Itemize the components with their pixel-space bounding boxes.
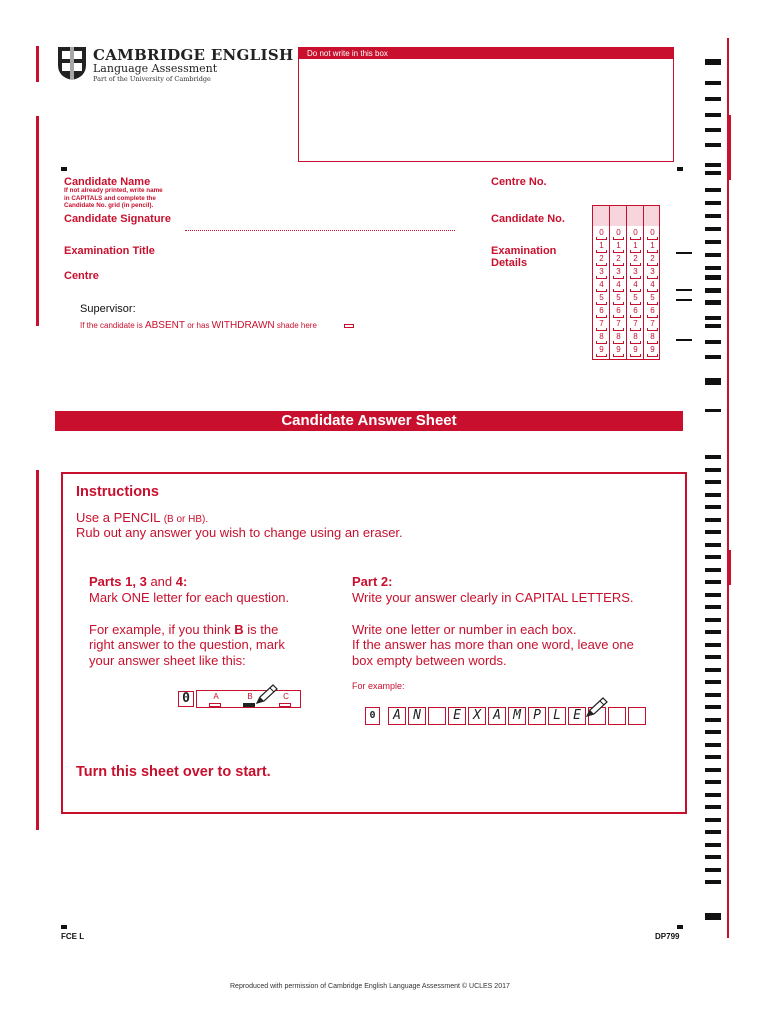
brand-subtitle: Language Assessment xyxy=(93,62,218,75)
timing-mark xyxy=(705,171,721,175)
grid-digit-lozenge[interactable] xyxy=(646,254,659,266)
grid-digit-label: 6 xyxy=(616,306,621,315)
grid-digit-lozenge[interactable] xyxy=(646,306,659,318)
grid-digit-lozenge[interactable] xyxy=(646,267,659,279)
mc-example-number: 0 xyxy=(178,691,194,707)
grid-digit-mark xyxy=(647,302,658,305)
spelling-letter-box[interactable]: M xyxy=(508,707,526,725)
centre-label: Centre xyxy=(64,270,99,282)
grid-digit-mark xyxy=(630,263,641,266)
grid-digit-mark xyxy=(613,354,624,357)
grid-digit-lozenge[interactable] xyxy=(612,345,625,357)
timing-mark xyxy=(705,355,721,359)
left-edge-mark-3 xyxy=(36,470,39,830)
corner-mark xyxy=(677,167,683,171)
grid-digit-lozenge[interactable] xyxy=(612,306,625,318)
corner-mark xyxy=(677,925,683,929)
grid-digit-label: 8 xyxy=(633,332,638,341)
timing-mark xyxy=(705,378,721,385)
candidate-name-note xyxy=(64,187,163,210)
timing-mark xyxy=(705,618,721,622)
spelling-example-number: 0 xyxy=(365,707,380,725)
grid-digit-label: 3 xyxy=(650,267,655,276)
timing-mark xyxy=(705,768,721,772)
grid-digit-label: 4 xyxy=(633,280,638,289)
timing-mark xyxy=(705,730,721,734)
grid-digit-label: 9 xyxy=(616,345,621,354)
grid-digit-label: 9 xyxy=(633,345,638,354)
exam-details-line: Examination xyxy=(491,245,557,257)
grid-digit-mark xyxy=(596,250,607,253)
timing-mark xyxy=(705,163,721,167)
spelling-letter-box[interactable]: E xyxy=(568,707,586,725)
grid-digit-label: 2 xyxy=(599,254,604,263)
grid-digit-mark xyxy=(630,276,641,279)
grid-digit-mark xyxy=(630,237,641,240)
grid-digit-mark xyxy=(596,354,607,357)
example-text: is the xyxy=(247,622,279,637)
timing-mark xyxy=(705,409,721,412)
grid-digit-label: 5 xyxy=(650,293,655,302)
grid-digit-mark xyxy=(647,263,658,266)
grid-digit-mark xyxy=(596,328,607,331)
grid-digit-label: 9 xyxy=(650,345,655,354)
parts-colon: : xyxy=(183,574,188,589)
timing-mark xyxy=(705,880,721,884)
grid-digit-label: 9 xyxy=(599,345,604,354)
pencil-text: Use a PENCIL xyxy=(76,510,161,525)
grid-digit-label: 8 xyxy=(616,332,621,341)
example-line-3: your answer sheet like this: xyxy=(89,653,246,668)
grid-digit-mark xyxy=(647,276,658,279)
spelling-letter-box[interactable] xyxy=(608,707,626,725)
spelling-letter-box[interactable]: N xyxy=(408,707,426,725)
form-code-left: FCE L xyxy=(61,932,85,941)
candidate-name-label: Candidate Name xyxy=(64,176,151,188)
timing-mark xyxy=(705,868,721,872)
absent-text: shade here xyxy=(276,321,317,330)
grid-digit-lozenge[interactable] xyxy=(629,254,642,266)
timing-mark xyxy=(705,555,721,559)
note-line: in CAPITALS and complete the xyxy=(64,194,156,202)
grid-digit-lozenge[interactable] xyxy=(629,332,642,344)
timing-mark xyxy=(705,568,721,572)
timing-mark xyxy=(705,143,721,147)
grid-digit-mark xyxy=(613,315,624,318)
grid-digit-lozenge[interactable] xyxy=(646,280,659,292)
grid-digit-lozenge[interactable] xyxy=(646,319,659,331)
grid-digit-mark xyxy=(630,341,641,344)
timing-mark xyxy=(705,530,721,534)
grid-digit-label: 0 xyxy=(633,228,638,237)
spelling-letter-box[interactable]: L xyxy=(548,707,566,725)
grid-digit-label: 3 xyxy=(633,267,638,276)
timing-mark xyxy=(705,468,721,472)
timing-mark xyxy=(705,805,721,809)
timing-mark xyxy=(705,201,721,205)
timing-mark xyxy=(705,593,721,597)
grid-digit-lozenge[interactable] xyxy=(629,267,642,279)
grid-digit-label: 8 xyxy=(599,332,604,341)
brand-affiliation: Part of the University of Cambridge xyxy=(93,75,211,83)
grid-digit-lozenge[interactable] xyxy=(629,280,642,292)
timing-mark xyxy=(705,455,721,459)
grid-digit-mark xyxy=(613,289,624,292)
mc-option-label: A xyxy=(213,692,219,701)
grid-digit-label: 1 xyxy=(616,241,621,250)
timing-mark xyxy=(705,793,721,797)
timing-mark xyxy=(705,580,721,584)
grid-digit-mark xyxy=(647,341,658,344)
grid-digit-label: 7 xyxy=(633,319,638,328)
parts-134-instruction: Mark ONE letter for each question. xyxy=(89,590,290,605)
grid-digit-mark xyxy=(647,237,658,240)
grid-digit-label: 5 xyxy=(599,293,604,302)
grid-digit-mark xyxy=(647,250,658,253)
spelling-letter-box[interactable]: P xyxy=(528,707,546,725)
timing-mark xyxy=(705,275,721,280)
grid-digit-label: 0 xyxy=(599,228,604,237)
timing-mark xyxy=(705,316,721,320)
right-edge-mark-1 xyxy=(727,115,731,180)
signature-line[interactable] xyxy=(185,230,455,231)
grid-digit-lozenge[interactable] xyxy=(595,319,608,331)
grid-digit-lozenge[interactable] xyxy=(646,293,659,305)
timing-mark xyxy=(705,755,721,759)
examination-title-label: Examination Title xyxy=(64,245,155,257)
spelling-letter-box[interactable]: A xyxy=(488,707,506,725)
grid-digit-lozenge[interactable] xyxy=(612,293,625,305)
brand-name: CAMBRIDGE ENGLISH xyxy=(93,46,294,64)
turn-over-instruction: Turn this sheet over to start. xyxy=(76,764,271,780)
timing-mark xyxy=(705,240,721,244)
grid-digit-lozenge[interactable] xyxy=(629,228,642,240)
withdrawn-keyword: WITHDRAWN xyxy=(211,320,275,331)
mc-option-label: B xyxy=(247,692,253,701)
grid-digit-lozenge[interactable] xyxy=(646,332,659,344)
grid-digit-lozenge[interactable] xyxy=(629,241,642,253)
parts-label: 4 xyxy=(175,574,184,589)
grid-digit-mark xyxy=(596,289,607,292)
grid-digit-mark xyxy=(596,276,607,279)
mc-option-lozenge[interactable] xyxy=(209,703,221,707)
timing-mark xyxy=(705,493,721,497)
timing-mark xyxy=(705,505,721,509)
part2-instruction-2: Write one letter or number in each box. xyxy=(352,622,577,637)
timing-mark xyxy=(705,855,721,859)
mc-option-lozenge-filled[interactable] xyxy=(243,703,255,707)
spelling-letter-box[interactable] xyxy=(628,707,646,725)
grid-digit-label: 7 xyxy=(599,319,604,328)
candidate-number-grid xyxy=(592,205,660,360)
timing-mark xyxy=(705,630,721,634)
example-text: For example, if you think xyxy=(89,622,231,637)
timing-mark xyxy=(705,227,721,231)
parts-134-heading xyxy=(89,574,187,590)
grid-digit-label: 1 xyxy=(650,241,655,250)
grid-digit-label: 7 xyxy=(650,319,655,328)
instructions-title: Instructions xyxy=(76,484,159,500)
grid-digit-lozenge[interactable] xyxy=(595,228,608,240)
grid-digit-mark xyxy=(613,341,624,344)
grid-digit-lozenge[interactable] xyxy=(612,241,625,253)
grid-digit-lozenge[interactable] xyxy=(612,254,625,266)
grid-digit-lozenge[interactable] xyxy=(595,267,608,279)
grid-digit-lozenge[interactable] xyxy=(612,280,625,292)
mc-option-label: C xyxy=(283,692,289,701)
pencil-icon xyxy=(585,696,609,723)
spelling-letter-box[interactable] xyxy=(428,707,446,725)
examination-details-label xyxy=(491,245,556,269)
grid-digit-label: 7 xyxy=(616,319,621,328)
pencil-grade: (B or HB). xyxy=(163,514,209,525)
grid-digit-mark xyxy=(647,289,658,292)
example-line-2: right answer to the question, mark xyxy=(89,637,285,652)
timing-mark xyxy=(705,668,721,672)
grid-digit-label: 3 xyxy=(599,267,604,276)
absent-keyword: ABSENT xyxy=(144,320,185,331)
part2-heading xyxy=(352,574,392,590)
timing-dash xyxy=(676,289,692,291)
spelling-letter-box[interactable]: E xyxy=(448,707,466,725)
timing-mark xyxy=(705,214,721,218)
timing-dash xyxy=(676,252,692,254)
absent-instruction xyxy=(80,320,317,331)
grid-digit-mark xyxy=(647,328,658,331)
grid-digit-mark xyxy=(596,237,607,240)
grid-digit-label: 5 xyxy=(633,293,638,302)
grid-digit-mark xyxy=(596,341,607,344)
timing-mark xyxy=(705,518,721,522)
timing-mark xyxy=(705,693,721,697)
eraser-instruction: Rub out any answer you wish to change using an eraser. xyxy=(76,525,403,540)
supervisor-label: Supervisor: xyxy=(80,303,136,315)
candidate-no-label: Candidate No. xyxy=(491,213,565,225)
left-edge-mark-2 xyxy=(36,116,39,326)
grid-digit-lozenge[interactable] xyxy=(595,241,608,253)
grid-digit-label: 8 xyxy=(650,332,655,341)
mc-example-options xyxy=(196,690,301,708)
grid-digit-lozenge[interactable] xyxy=(629,306,642,318)
corner-mark xyxy=(61,167,67,171)
corner-mark xyxy=(61,925,67,929)
mc-option-lozenge[interactable] xyxy=(279,703,291,707)
form-code-right: DP799 xyxy=(655,932,680,941)
cambridge-crest-icon xyxy=(56,45,88,81)
spelling-letter-box[interactable]: A xyxy=(388,707,406,725)
timing-mark xyxy=(705,97,721,101)
timing-mark xyxy=(705,266,721,270)
right-edge-mark-2 xyxy=(727,550,731,585)
timing-mark xyxy=(705,480,721,484)
timing-mark xyxy=(705,780,721,784)
parts-and: and xyxy=(150,574,173,589)
grid-digit-lozenge[interactable] xyxy=(629,293,642,305)
grid-digit-mark xyxy=(647,315,658,318)
grid-digit-label: 4 xyxy=(650,280,655,289)
timing-mark xyxy=(705,705,721,709)
mc-option-c xyxy=(279,692,293,707)
grid-digit-mark xyxy=(596,302,607,305)
example-letter: B xyxy=(234,622,244,637)
part2-instruction-4: box empty between words. xyxy=(352,653,507,668)
grid-digit-lozenge[interactable] xyxy=(629,345,642,357)
part2-title: Part 2: xyxy=(352,574,393,589)
grid-digit-lozenge[interactable] xyxy=(595,280,608,292)
timing-mark xyxy=(705,300,721,305)
do-not-write-label: Do not write in this box xyxy=(299,48,673,59)
timing-mark xyxy=(705,81,721,85)
left-edge-mark-1 xyxy=(36,46,39,82)
grid-digit-mark xyxy=(613,250,624,253)
timing-mark xyxy=(705,743,721,747)
timing-mark xyxy=(705,680,721,684)
part2-instruction-1: Write your answer clearly in CAPITAL LETTERS. xyxy=(352,590,634,605)
example-line-1 xyxy=(89,622,278,638)
do-not-write-box xyxy=(298,47,674,162)
timing-mark xyxy=(705,288,721,293)
grid-digit-lozenge[interactable] xyxy=(612,228,625,240)
grid-digit-mark xyxy=(613,237,624,240)
grid-digit-label: 2 xyxy=(633,254,638,263)
timing-dash xyxy=(676,339,692,341)
spelling-letter-box[interactable]: X xyxy=(468,707,486,725)
grid-digit-mark xyxy=(613,276,624,279)
grid-digit-label: 4 xyxy=(616,280,621,289)
absent-shade-box[interactable] xyxy=(344,324,354,328)
timing-mark xyxy=(705,340,721,344)
for-example-label: For example: xyxy=(352,681,405,691)
grid-digit-label: 6 xyxy=(633,306,638,315)
grid-digit-lozenge[interactable] xyxy=(646,345,659,357)
exam-details-line: Details xyxy=(491,257,528,269)
timing-mark xyxy=(705,643,721,647)
grid-digit-mark xyxy=(613,263,624,266)
candidate-signature-label: Candidate Signature xyxy=(64,213,171,225)
grid-digit-lozenge[interactable] xyxy=(595,306,608,318)
grid-digit-lozenge[interactable] xyxy=(629,319,642,331)
timing-mark xyxy=(705,830,721,834)
part2-instruction-3: If the answer has more than one word, leave one xyxy=(352,637,634,652)
centre-no-label: Centre No. xyxy=(491,176,547,188)
absent-text: or has xyxy=(187,321,210,330)
timing-mark xyxy=(705,59,721,65)
mc-option-a xyxy=(209,692,223,707)
grid-digit-label: 6 xyxy=(599,306,604,315)
grid-digit-mark xyxy=(630,289,641,292)
answer-sheet-banner: Candidate Answer Sheet xyxy=(55,411,683,431)
grid-digit-label: 0 xyxy=(616,228,621,237)
grid-digit-mark xyxy=(630,250,641,253)
grid-digit-label: 2 xyxy=(650,254,655,263)
grid-digit-mark xyxy=(596,263,607,266)
grid-digit-lozenge[interactable] xyxy=(612,267,625,279)
timing-mark xyxy=(705,543,721,547)
grid-digit-lozenge[interactable] xyxy=(646,241,659,253)
note-line: If not already printed, write name xyxy=(64,187,163,194)
timing-mark xyxy=(705,913,721,920)
grid-digit-lozenge[interactable] xyxy=(595,254,608,266)
grid-digit-mark xyxy=(613,302,624,305)
grid-digit-lozenge[interactable] xyxy=(612,332,625,344)
grid-digit-label: 6 xyxy=(650,306,655,315)
grid-digit-mark xyxy=(630,315,641,318)
timing-mark xyxy=(705,843,721,847)
grid-digit-mark xyxy=(596,315,607,318)
note-line: Candidate No. grid (in pencil). xyxy=(64,202,154,209)
timing-mark xyxy=(705,253,721,257)
timing-mark xyxy=(705,718,721,722)
timing-mark xyxy=(705,818,721,822)
timing-mark xyxy=(705,605,721,609)
grid-digit-mark xyxy=(647,354,658,357)
grid-digit-lozenge[interactable] xyxy=(595,293,608,305)
grid-digit-mark xyxy=(613,328,624,331)
grid-digit-mark xyxy=(630,328,641,331)
permission-notice: Reproduced with permission of Cambridge English Language Assessment © UCLES 2017 xyxy=(230,983,510,990)
grid-digit-label: 0 xyxy=(650,228,655,237)
pencil-icon xyxy=(255,683,279,710)
absent-text: If the candidate is xyxy=(80,321,143,330)
timing-mark xyxy=(705,655,721,659)
grid-digit-label: 2 xyxy=(616,254,621,263)
grid-digit-label: 4 xyxy=(599,280,604,289)
grid-digit-lozenge[interactable] xyxy=(595,332,608,344)
grid-digit-label: 3 xyxy=(616,267,621,276)
timing-mark xyxy=(705,113,721,117)
grid-digit-lozenge[interactable] xyxy=(595,345,608,357)
grid-digit-mark xyxy=(630,354,641,357)
grid-digit-label: 1 xyxy=(633,241,638,250)
grid-digit-label: 1 xyxy=(599,241,604,250)
timing-mark xyxy=(705,324,721,328)
grid-digit-lozenge[interactable] xyxy=(612,319,625,331)
timing-mark xyxy=(705,128,721,132)
timing-dash xyxy=(676,299,692,301)
grid-digit-mark xyxy=(630,302,641,305)
grid-digit-lozenge[interactable] xyxy=(646,228,659,240)
grid-digit-label: 5 xyxy=(616,293,621,302)
parts-label: Parts 1, 3 xyxy=(89,574,147,589)
timing-mark xyxy=(705,188,721,192)
